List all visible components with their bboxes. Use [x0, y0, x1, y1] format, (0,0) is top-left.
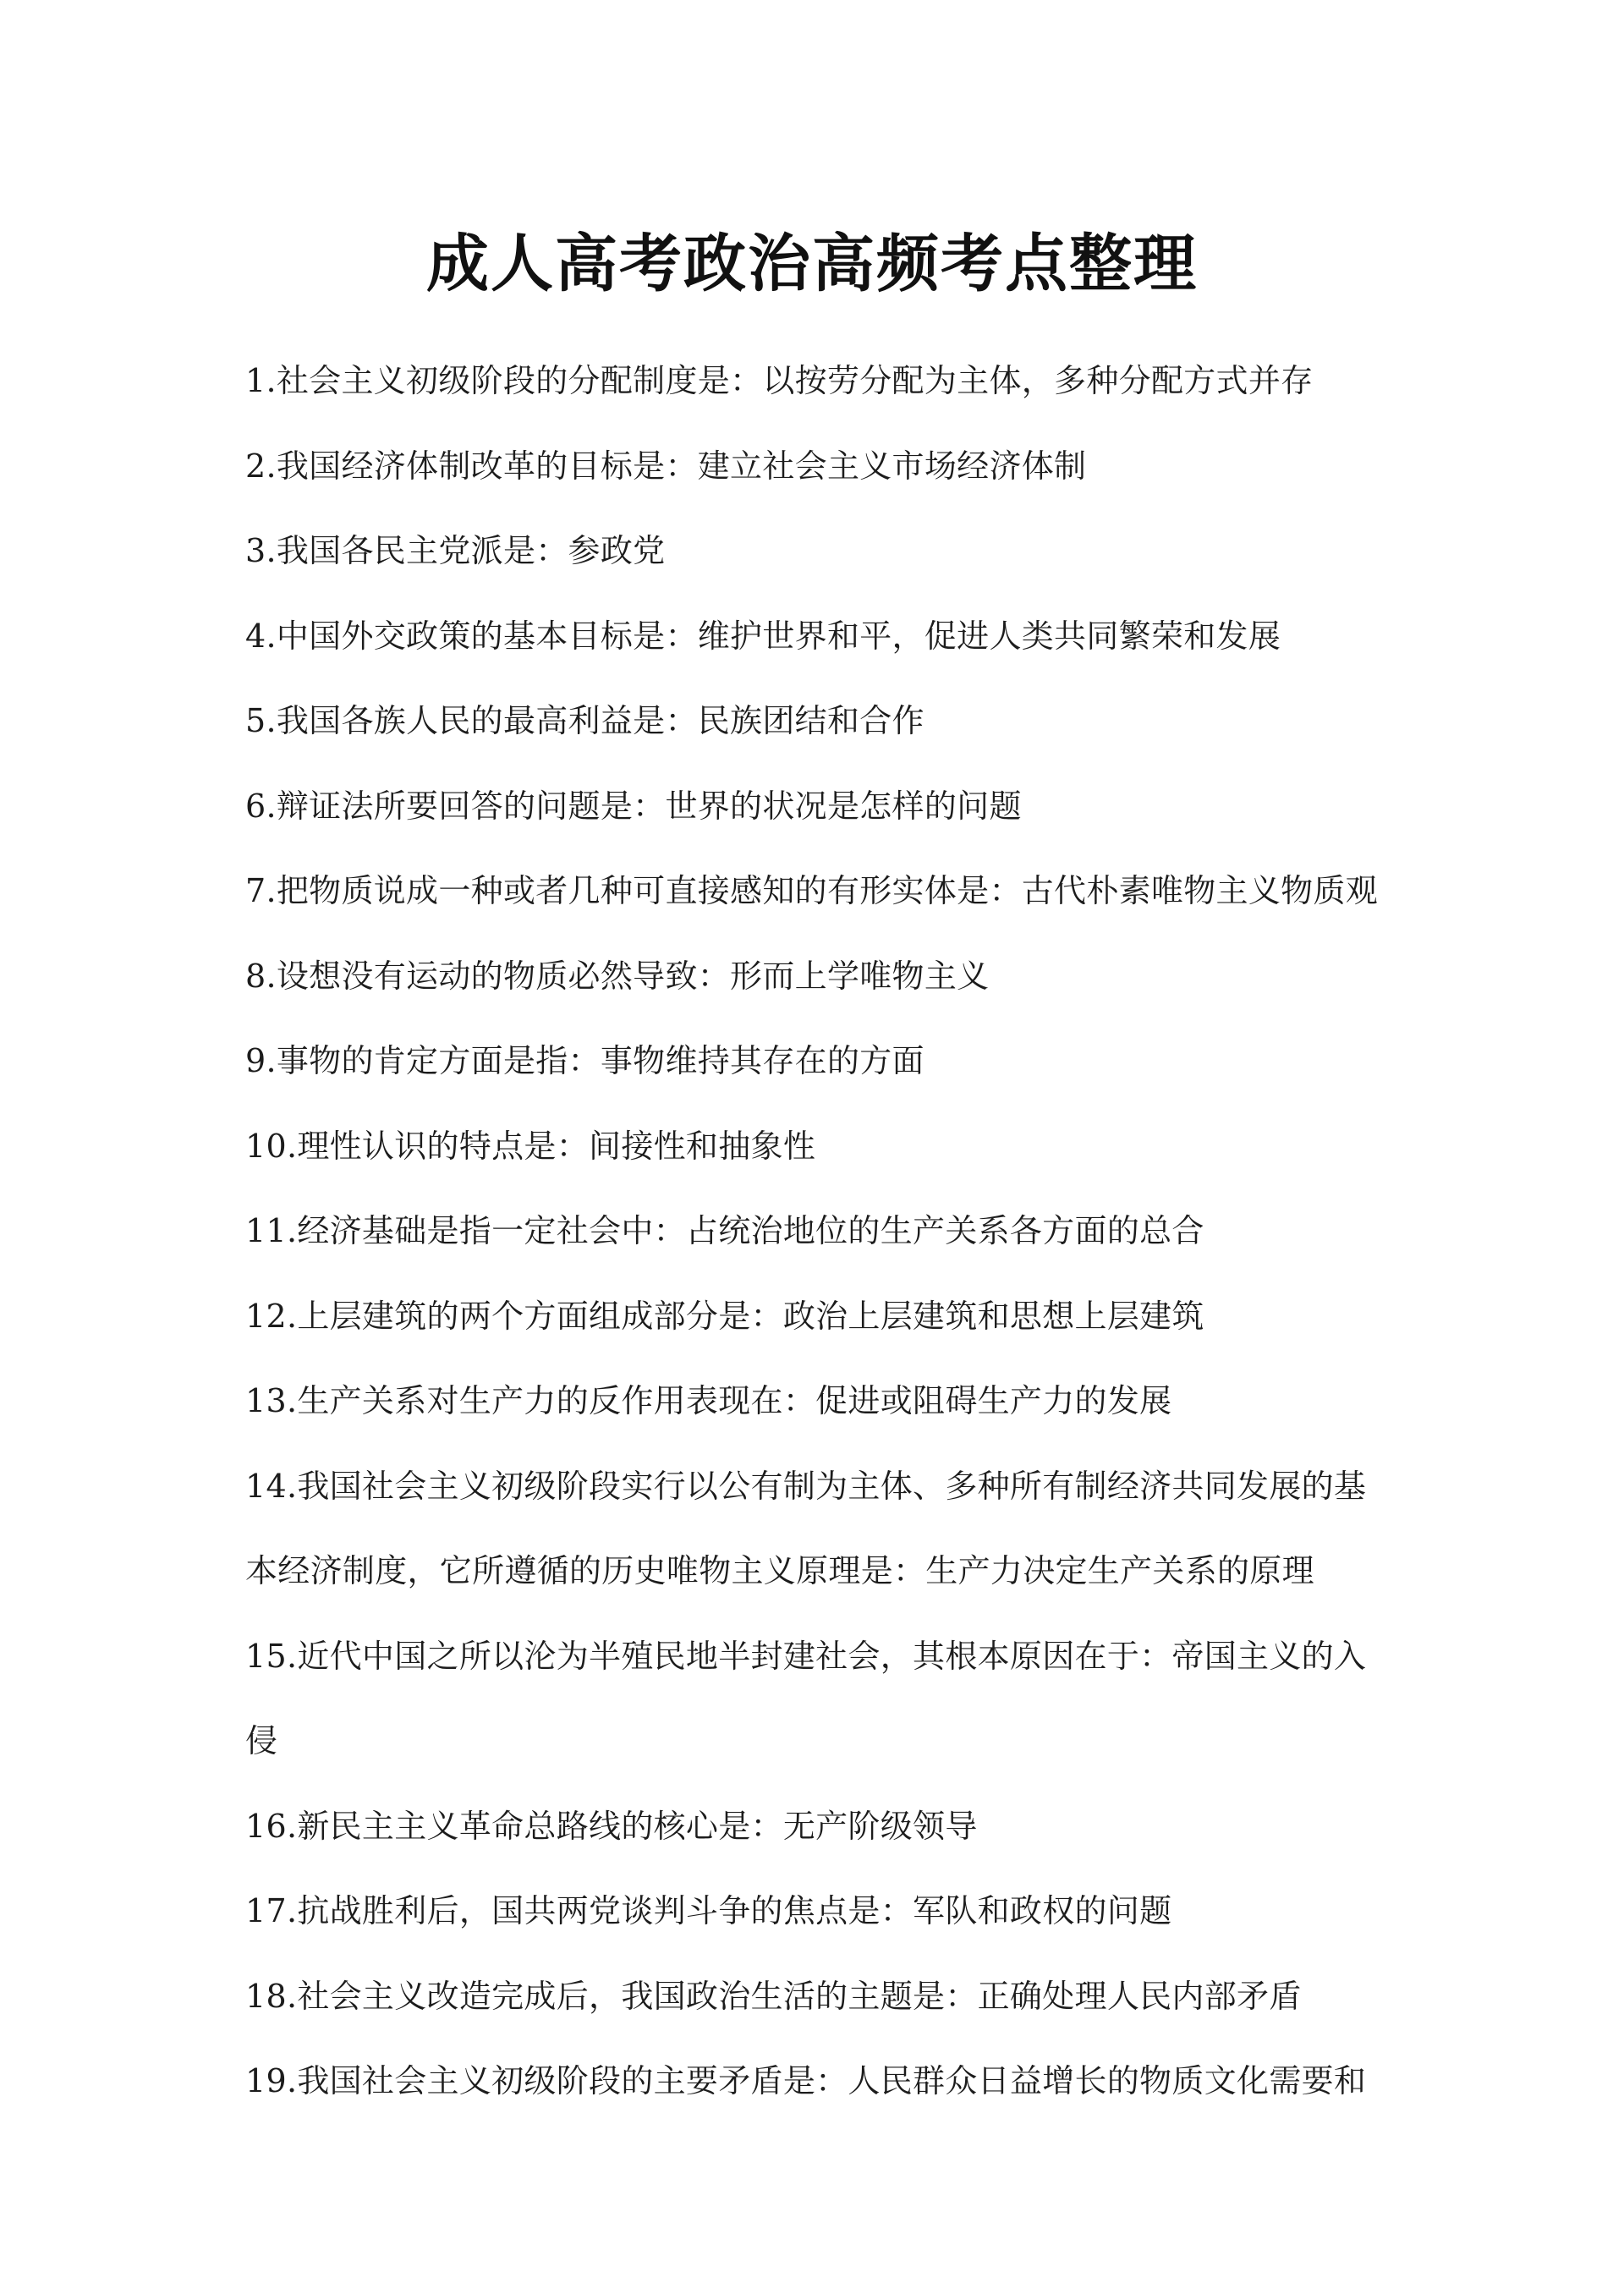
- text-line: 3.我国各民主党派是：参政党: [245, 532, 666, 569]
- text-line: 19.我国社会主义初级阶段的主要矛盾是：人民群众日益增长的物质文化需要和: [245, 2062, 1367, 2099]
- text-line: 16.新民主主义革命总路线的核心是：无产阶级领导: [245, 1807, 978, 1845]
- text-line: 2.我国经济体制改革的目标是：建立社会主义市场经济体制: [245, 447, 1087, 485]
- text-line: 4.中国外交政策的基本目标是：维护世界和平，促进人类共同繁荣和发展: [245, 617, 1281, 655]
- text-line: 13.生产关系对生产力的反作用表现在：促进或阻碍生产力的发展: [245, 1382, 1172, 1419]
- page-title: 成人高考政治高频考点整理: [426, 228, 1198, 300]
- document-body: [245, 338, 1387, 2124]
- text-line: 14.我国社会主义初级阶段实行以公有制为主体、多种所有制经济共同发展的基: [245, 1467, 1367, 1505]
- text-line: 1.社会主义初级阶段的分配制度是：以按劳分配为主体，多种分配方式并存: [245, 362, 1314, 399]
- text-line: 8.设想没有运动的物质必然导致：形而上学唯物主义: [245, 957, 990, 995]
- text-line: 9.事物的肯定方面是指：事物维持其存在的方面: [245, 1042, 924, 1079]
- text-line: 15.近代中国之所以沦为半殖民地半封建社会，其根本原因在于：帝国主义的入: [245, 1637, 1367, 1675]
- text-line: 本经济制度，它所遵循的历史唯物主义原理是：生产力决定生产关系的原理: [245, 1552, 1314, 1589]
- text-line: 侵: [245, 1722, 278, 1759]
- text-line: 10.理性认识的特点是：间接性和抽象性: [245, 1127, 816, 1165]
- text-line: 17.抗战胜利后，国共两党谈判斗争的焦点是：军队和政权的问题: [245, 1892, 1172, 1929]
- text-line: 6.辩证法所要回答的问题是：世界的状况是怎样的问题: [245, 787, 1022, 825]
- text-line: 18.社会主义改造完成后，我国政治生活的主题是：正确处理人民内部矛盾: [245, 1977, 1302, 2015]
- text-line: 5.我国各族人民的最高利益是：民族团结和合作: [245, 702, 924, 739]
- text-line: 12.上层建筑的两个方面组成部分是：政治上层建筑和思想上层建筑: [245, 1297, 1204, 1335]
- text-line: 11.经济基础是指一定社会中：占统治地位的生产关系各方面的总合: [245, 1212, 1204, 1249]
- text-line: 7.把物质说成一种或者几种可直接感知的有形实体是：古代朴素唯物主义物质观: [245, 872, 1379, 909]
